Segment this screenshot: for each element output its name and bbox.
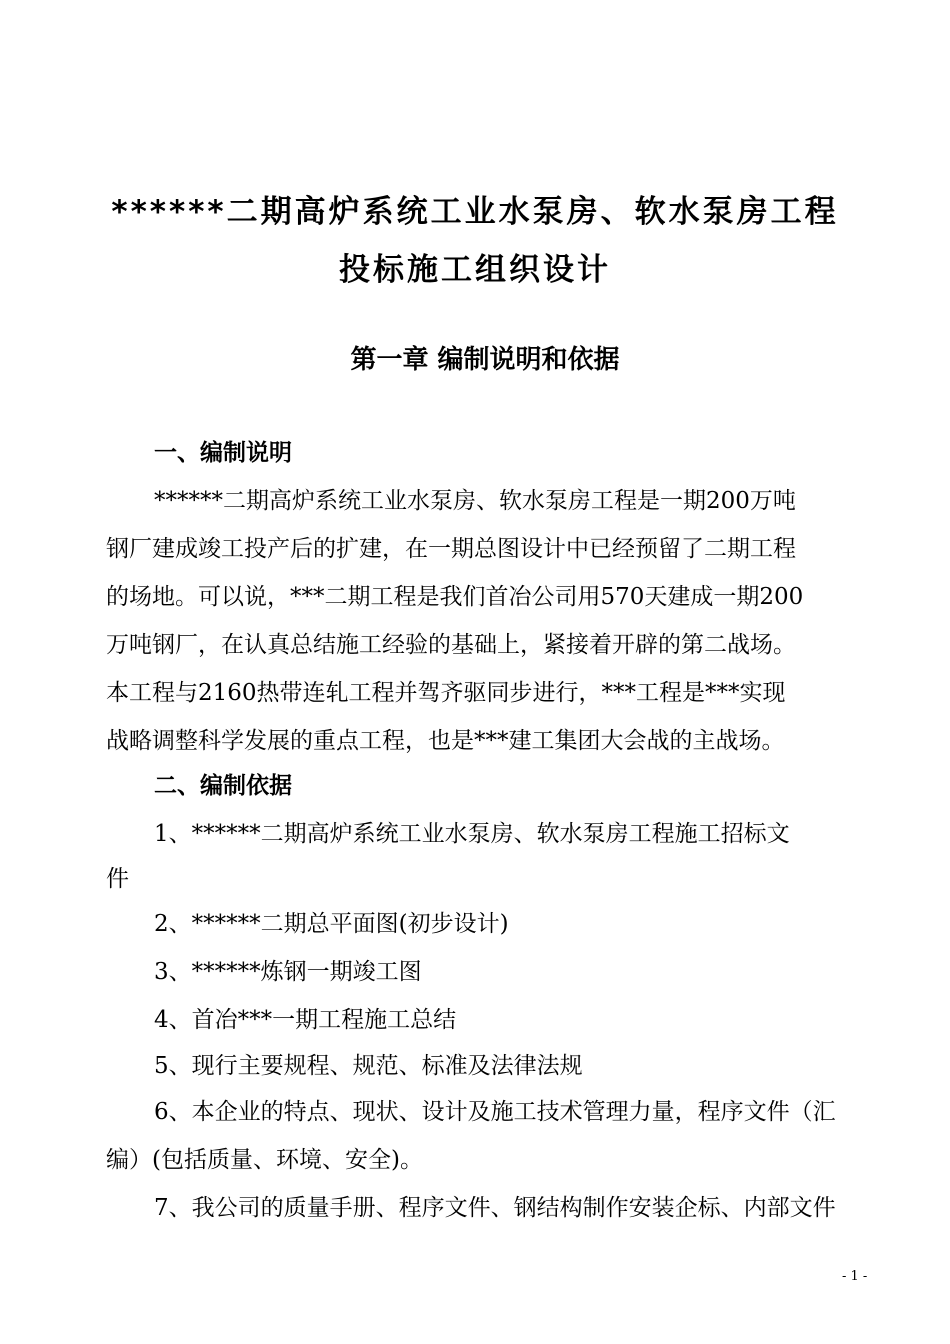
section-2-heading: 二、编制依据	[154, 773, 292, 799]
section-1-line: ******二期高炉系统工业水泵房、软水泵房工程是一期200万吨	[154, 488, 796, 514]
section-1-line: 战略调整科学发展的重点工程，也是***建工集团大会战的主战场。	[106, 728, 785, 754]
basis-item-continuation: 件	[106, 866, 129, 892]
section-1-line: 本工程与2160热带连轧工程并驾齐驱同步进行，***工程是***实现	[106, 680, 786, 706]
basis-item: 3、******炼钢一期竣工图	[154, 959, 422, 985]
basis-item: 7、我公司的质量手册、程序文件、钢结构制作安装企标、内部文件	[154, 1195, 836, 1221]
section-1-line: 钢厂建成竣工投产后的扩建，在一期总图设计中已经预留了二期工程	[106, 536, 796, 562]
basis-item: 1、******二期高炉系统工业水泵房、软水泵房工程施工招标文	[154, 821, 790, 847]
basis-item: 6、本企业的特点、现状、设计及施工技术管理力量，程序文件（汇	[154, 1099, 836, 1125]
chapter-title: 第一章 编制说明和依据	[350, 345, 620, 375]
document-title-line-2: 投标施工组织设计	[339, 252, 611, 288]
document-title-line-1: ******二期高炉系统工业水泵房、软水泵房工程	[111, 194, 839, 230]
section-1-heading: 一、编制说明	[154, 440, 292, 466]
basis-item: 5、现行主要规程、规范、标准及法律法规	[154, 1053, 583, 1079]
basis-item: 2、******二期总平面图(初步设计)	[154, 911, 509, 937]
section-1-line: 万吨钢厂，在认真总结施工经验的基础上，紧接着开辟的第二战场。	[106, 632, 796, 658]
page-number: - 1 -	[842, 1269, 868, 1284]
section-1-line: 的场地。可以说，***二期工程是我们首冶公司用570天建成一期200	[106, 584, 804, 610]
basis-item-continuation: 编）(包括质量、环境、安全)。	[106, 1147, 423, 1173]
basis-item: 4、首冶***一期工程施工总结	[154, 1007, 457, 1033]
